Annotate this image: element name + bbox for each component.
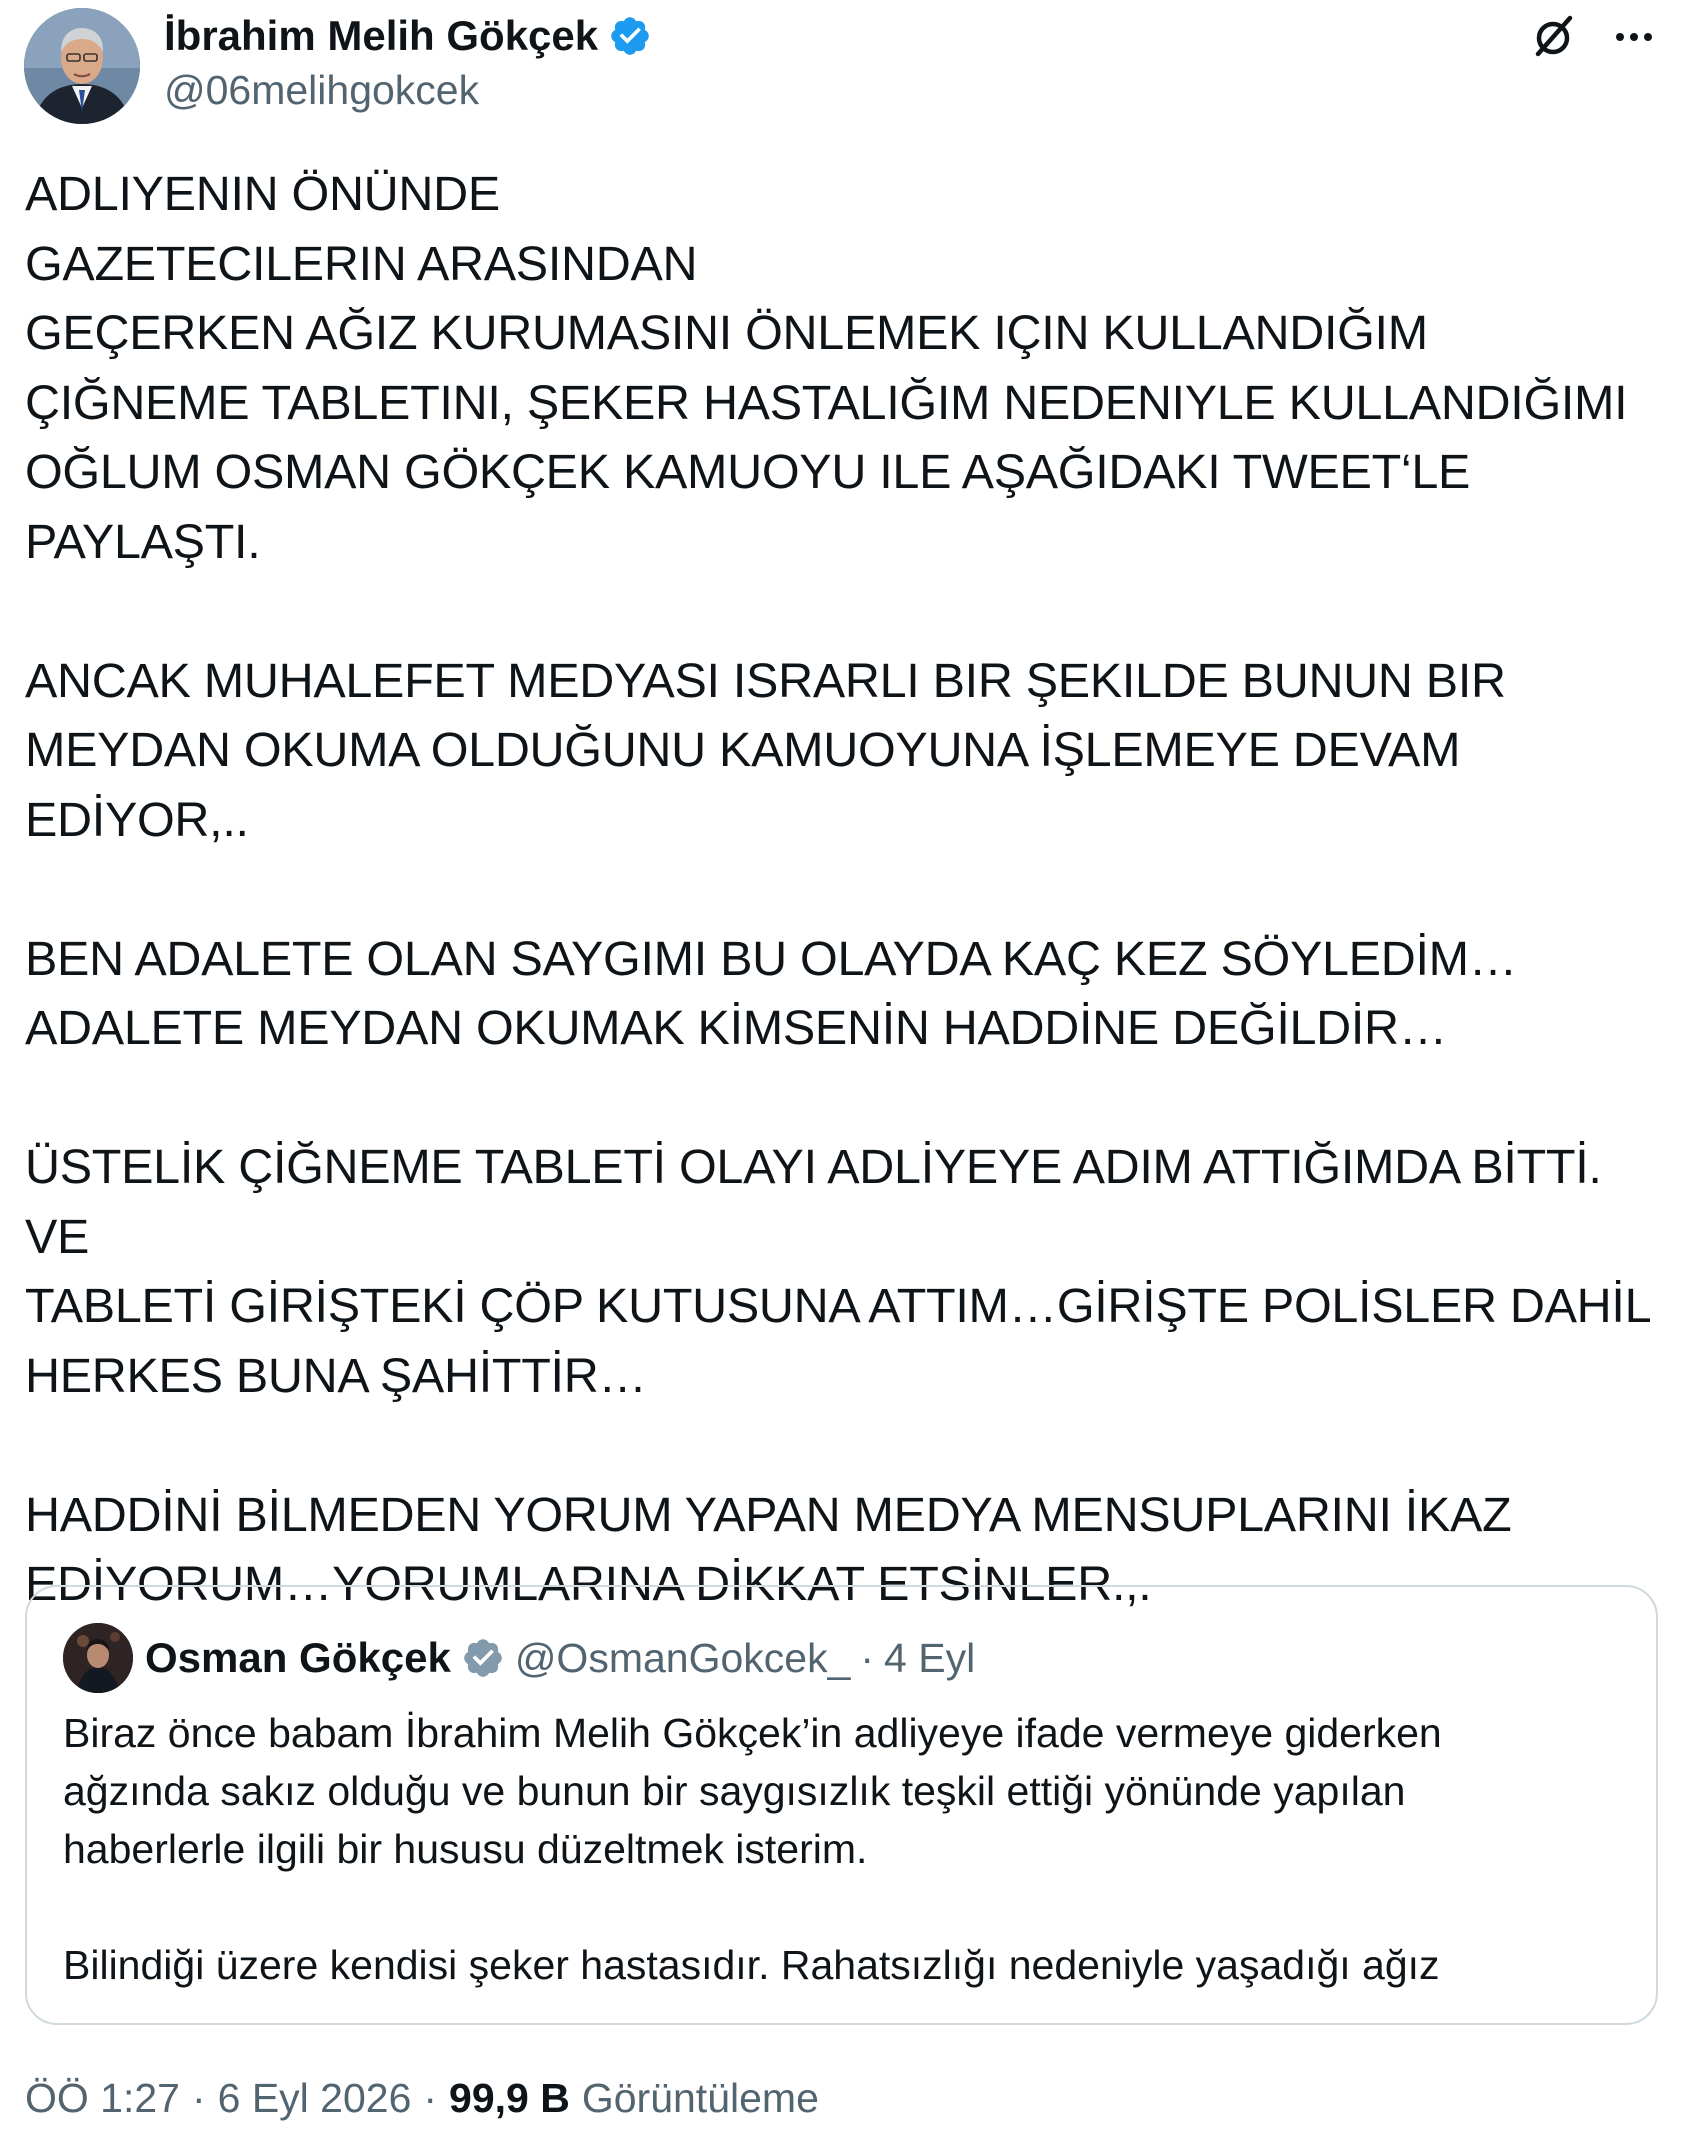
tweet-meta [25,2068,819,2128]
tweet-paragraph [25,647,1675,856]
quoted-date[interactable]: 4 Eyl [884,1634,976,1681]
tweet-line: GAZETECILERIN ARASINDAN [25,236,698,291]
views-label[interactable]: Görüntüleme [581,2074,819,2121]
tweet-line: GEÇERKEN AĞIZ KURUMASINI ÖNLEMEK IÇIN KULLANDIĞIM [25,306,1428,360]
slashed-circle-icon [1524,8,1582,66]
tweet-line: ANCAK MUHALEFET MEDYASI ISRARLI BIR ŞEKILDE BUNUN BIR [25,653,1506,708]
paragraph-gap [25,577,1675,647]
tweet-line: HADDİNİ BİLMEDEN YORUM YAPAN MEDYA MENSUPLARINI İKAZ [25,1487,1512,1542]
paragraph-gap [25,1411,1675,1481]
more-options-icon-dot [1644,33,1652,41]
paragraph-gap [25,855,1675,925]
paragraph-gap [25,1064,1675,1134]
author-name-row[interactable] [164,10,652,62]
quoted-author-avatar-image [63,1623,133,1693]
quoted-display-name[interactable]: Osman Gökçek [145,1634,451,1681]
tweet-paragraph [25,925,1675,1064]
more-options-icon [1616,33,1624,41]
quoted-separator: · [860,1634,875,1681]
tweet-text [25,160,1675,1620]
tweet-line: ADLIYENIN ÖNÜNDE [25,167,500,221]
tweet-time[interactable]: ÖÖ 1:27 [25,2074,180,2121]
tweet-line: HERKES BUNA ŞAHİTTİR… [25,1348,647,1403]
quoted-header [145,1627,975,1689]
grok-button[interactable] [1524,8,1582,66]
author-avatar[interactable] [24,8,140,124]
meta-separator: · [423,2074,438,2121]
tweet-line: MEYDAN OKUMA OLDUĞUNU KAMUOYUNA İŞLEMEYE DEVAM [25,723,1461,777]
tweet-line: ÇIĞNEME TABLETINI, ŞEKER HASTALIĞIM NEDENIYLE KULLANDIĞIMI [25,375,1628,430]
tweet-paragraph [25,1133,1675,1411]
more-options-button[interactable] [1604,8,1664,66]
quoted-line: ağzında sakız olduğu ve bunun bir saygısızlık teşkil ettiği yönünde yapılan [63,1768,1406,1814]
quoted-tweet[interactable] [25,1585,1658,2025]
quoted-handle[interactable]: @OsmanGokcek_ [514,1634,851,1681]
tweet-line: ÜSTELİK ÇİĞNEME TABLETİ OLAYI ADLİYEYE ADIM ATTIĞIMDA BİTTİ. VE [25,1140,1602,1264]
tweet-date[interactable]: 6 Eyl 2026 [217,2074,412,2121]
verified-badge-icon[interactable] [608,14,652,58]
more-options-icon-dot [1630,33,1638,41]
quoted-author-avatar[interactable] [63,1623,133,1693]
author-handle[interactable]: @06melihgokcek [164,67,480,113]
paragraph-gap [63,1878,1643,1936]
quoted-text [63,1704,1643,1994]
quoted-paragraph [63,1936,1643,1994]
quoted-line: Biraz önce babam İbrahim Melih Gökçek’in adliyeye ifade vermeye giderken [63,1710,1442,1756]
quoted-line: Bilindiği üzere kendisi şeker hastasıdır. Rahatsızlığı nedeniyle yaşadığı ağız [63,1942,1440,1988]
tweet-line: ADALETE MEYDAN OKUMAK KİMSENİN HADDİNE DEĞİLDİR… [25,1001,1447,1055]
tweet-line: TABLETİ GİRİŞTEKİ ÇÖP KUTUSUNA ATTIM…GİRİŞTE POLİSLER DAHİL [25,1279,1652,1333]
tweet-paragraph [25,160,1675,577]
tweet-line: EDİYOR,.. [25,792,249,847]
tweet-line: BEN ADALETE OLAN SAYGIMI BU OLAYDA KAÇ KEZ SÖYLEDİM… [25,931,1517,986]
meta-separator: · [191,2074,206,2121]
views-count[interactable]: 99,9 B [449,2074,570,2121]
tweet-line: EDİYORUM…YORUMLARINA DİKKAT ETSİNLER.,. [25,1557,1152,1611]
quoted-line: haberlerle ilgili bir hususu düzeltmek isterim. [63,1826,868,1872]
author-display-name[interactable]: İbrahim Melih Gökçek [164,12,599,59]
tweet-line: PAYLAŞTI. [25,514,261,569]
quoted-paragraph [63,1704,1643,1878]
tweet-line: OĞLUM OSMAN GÖKÇEK KAMUOYU ILE AŞAĞIDAKI TWEET‘LE [25,445,1471,499]
gray-verified-badge-icon[interactable] [461,1636,505,1680]
author-avatar-image [24,8,140,124]
